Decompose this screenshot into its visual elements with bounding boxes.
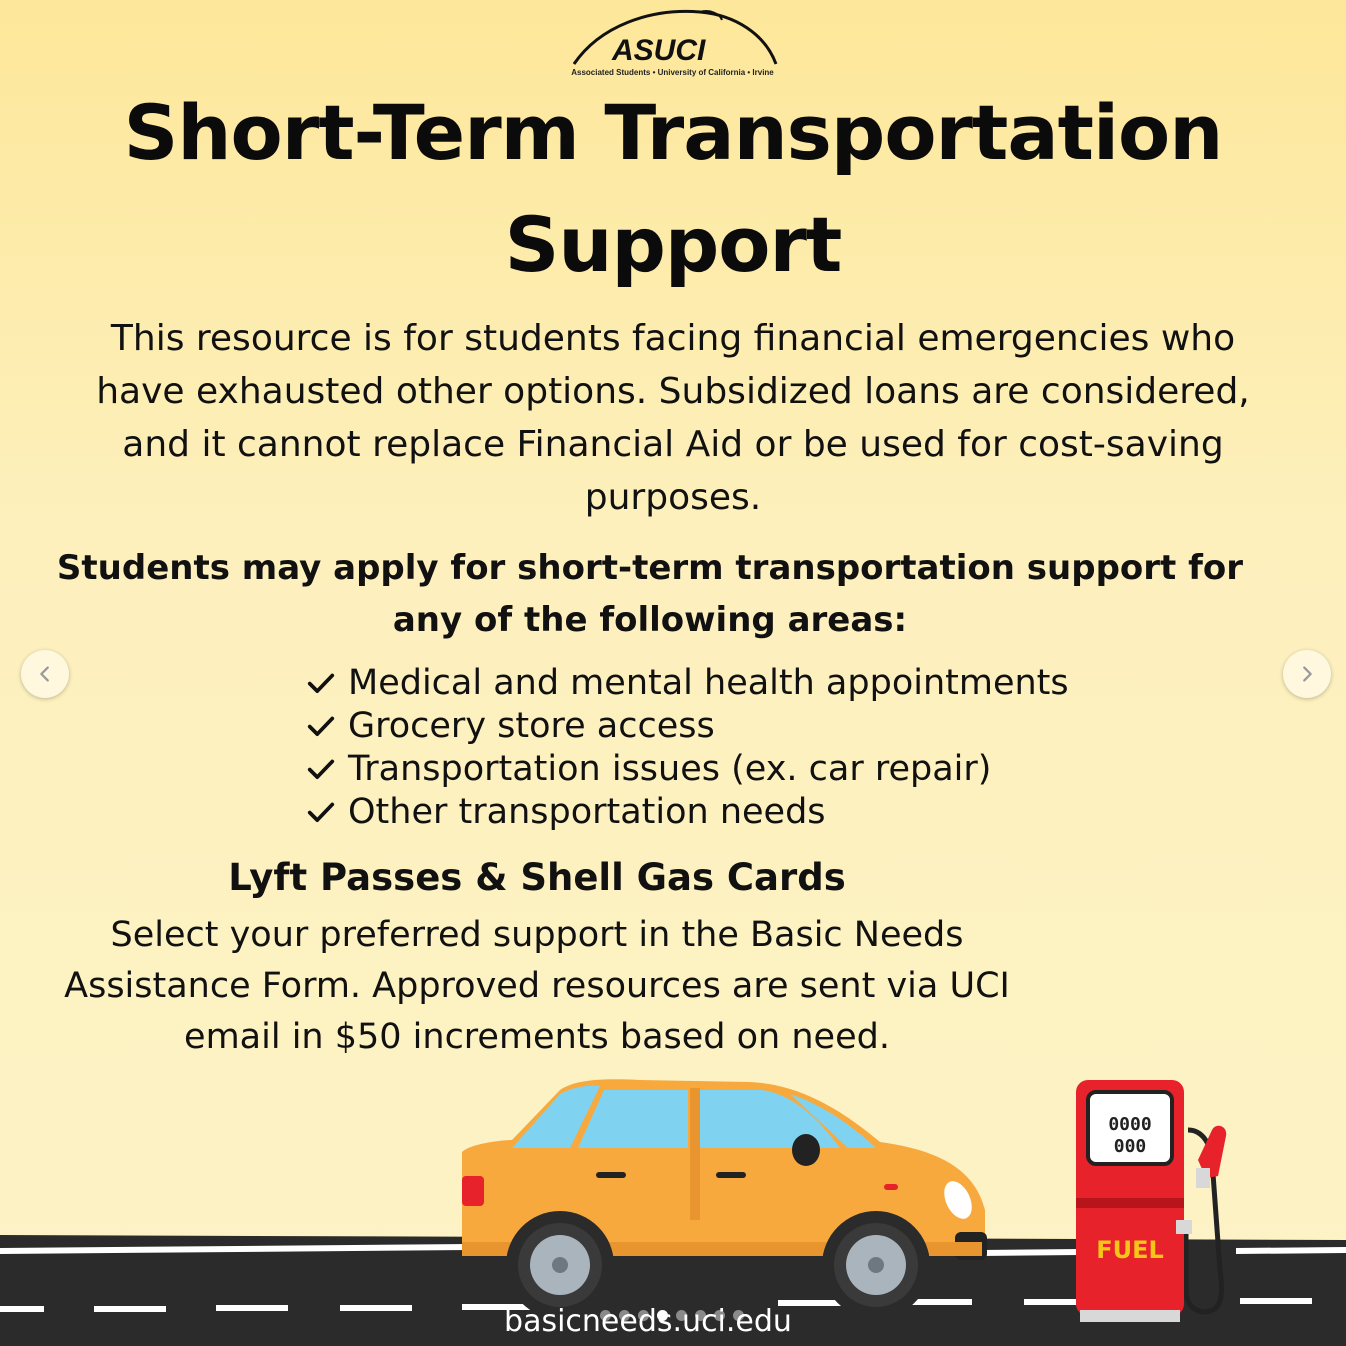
asuci-logo [560, 6, 785, 82]
list-item-label: Transportation issues (ex. car repair) [348, 748, 992, 789]
intro-line: This resource is for students facing financial emergencies who [110, 318, 1236, 359]
intro-line: have exhausted other options. Subsidized loans are considered, [96, 371, 1250, 412]
next-slide-button[interactable] [1283, 650, 1331, 698]
list-item-label: Grocery store access [348, 705, 715, 746]
apply-heading [0, 542, 1300, 646]
logo-subtitle: Associated Students • University of California • Irvine [571, 68, 774, 77]
list-item [306, 661, 1069, 704]
check-icon [306, 711, 336, 741]
check-icon [306, 754, 336, 784]
check-icon [306, 668, 336, 698]
pump-display-bottom: 000 [1113, 1136, 1147, 1157]
intro-paragraph [20, 312, 1326, 524]
page-title-line-1: Short-Term Transportation [123, 88, 1223, 177]
pump-display-top: 0000 [1108, 1114, 1152, 1135]
list-item [306, 704, 1069, 747]
chevron-left-icon [34, 663, 56, 685]
page-title-line-2: Support [504, 200, 842, 289]
lyft-heading: Lyft Passes & Shell Gas Cards [228, 856, 846, 899]
intro-line: and it cannot replace Financial Aid or be used for cost-saving [122, 424, 1224, 465]
list-item-label: Other transportation needs [348, 791, 826, 832]
road-edge-line [980, 1249, 1080, 1256]
list-item [306, 790, 1069, 833]
previous-slide-button[interactable] [21, 650, 69, 698]
list-item-label: Medical and mental health appointments [348, 662, 1069, 703]
check-icon [306, 797, 336, 827]
footer-url[interactable]: basicneeds.uci.edu [504, 1304, 792, 1339]
list-item [306, 747, 1069, 790]
lyft-line: email in $50 increments based on need. [184, 1017, 890, 1057]
logo-mark [560, 6, 785, 68]
chevron-right-icon [1296, 663, 1318, 685]
lyft-paragraph [0, 910, 1074, 1063]
road-edge-line [1236, 1247, 1346, 1254]
eligible-areas-list [306, 661, 1069, 833]
logo-wordmark: ASUCI [612, 34, 706, 67]
lyft-line: Select your preferred support in the Basic Needs [110, 915, 964, 955]
apply-heading-line: any of the following areas: [392, 600, 908, 640]
lyft-line: Assistance Form. Approved resources are sent via UCI [64, 966, 1010, 1006]
pump-label: FUEL [1096, 1236, 1164, 1264]
apply-heading-line: Students may apply for short-term transportation support for [56, 548, 1244, 588]
intro-line: purposes. [584, 477, 762, 518]
